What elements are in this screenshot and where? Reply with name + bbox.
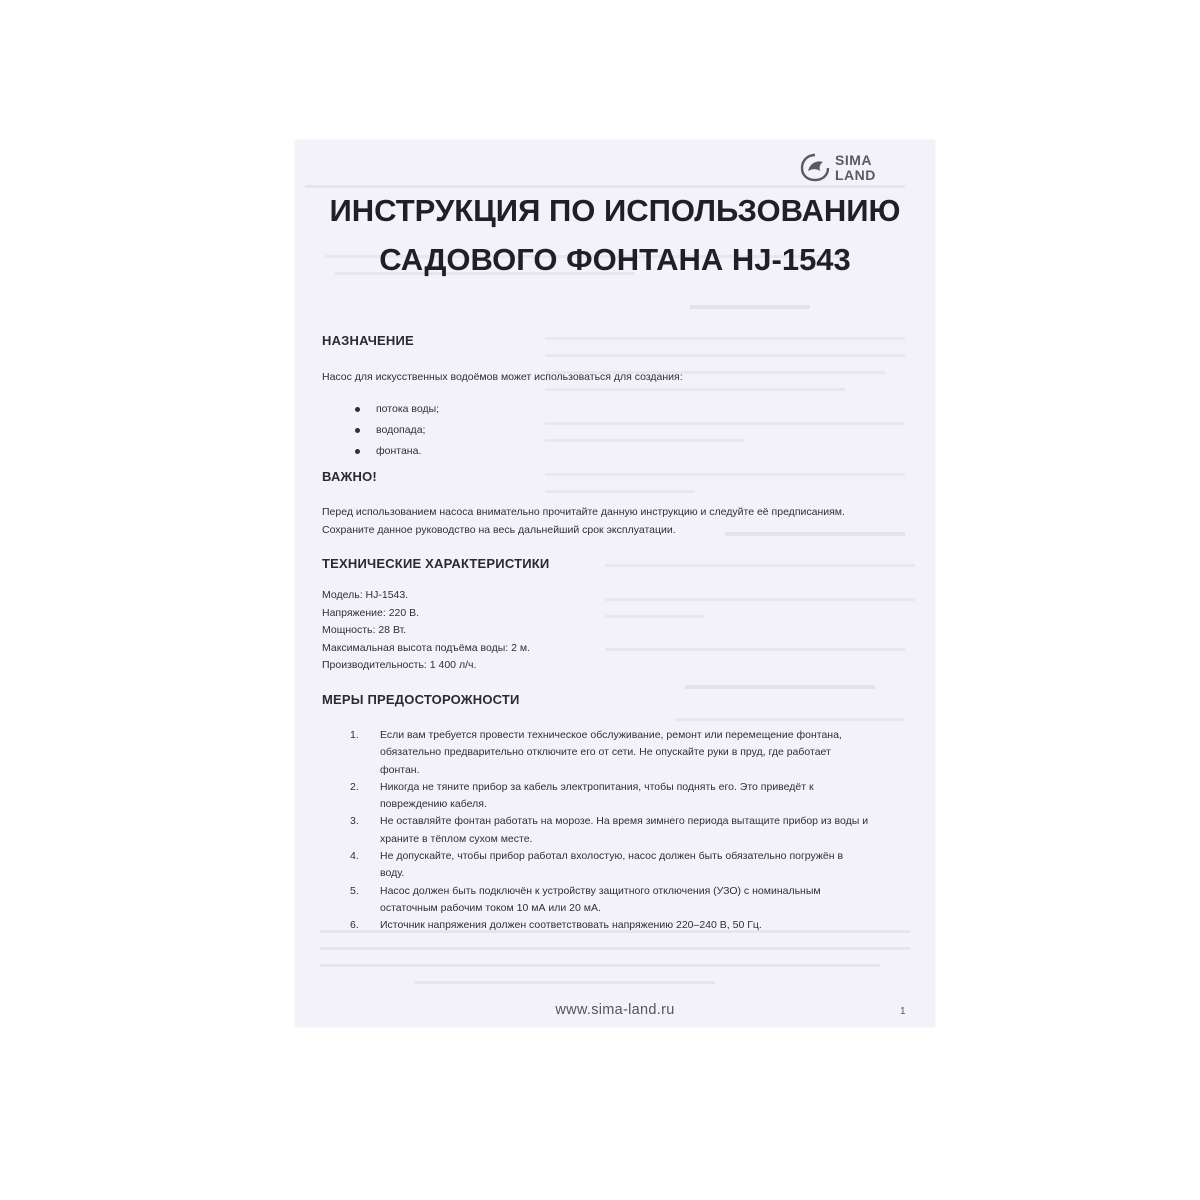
page-title: [295, 186, 935, 284]
item-text-line: воду.: [380, 867, 405, 880]
item-text-line: Если вам требуется провести техническое обслуживание, ремонт или перемещение фонтана,: [380, 729, 842, 741]
item-number: 1.: [350, 729, 359, 741]
item-text-line: Не оставляйте фонтан работать на морозе. На время зимнего периода вытащите прибор из воды и: [380, 815, 869, 828]
list-item: [350, 727, 910, 779]
list-item: [350, 813, 910, 848]
spec-item: Производительность: 1 400 л/ч.: [322, 659, 477, 672]
item-number: 4.: [350, 850, 359, 863]
sima-land-logo: [799, 150, 899, 184]
title-line-1: ИНСТРУКЦИЯ ПО ИСПОЛЬЗОВАНИЮ: [329, 193, 901, 228]
instruction-sheet: [295, 140, 935, 1027]
item-text-line: обязательно предварительно отключите его от сети. Не опускайте руки в пруд, где работает: [380, 746, 831, 759]
spec-item: Модель: HJ-1543.: [322, 589, 409, 601]
purpose-list: [353, 399, 439, 462]
item-text-line: остаточным рабочим током 10 мА или 20 мА.: [380, 901, 601, 914]
logo-wordmark: SIMA LAND: [835, 152, 876, 183]
item-number: 5.: [350, 884, 359, 897]
list-item: фонтана.: [353, 441, 439, 462]
sima-land-logo-icon: [799, 152, 831, 182]
spec-item: Мощность: 28 Вт.: [322, 624, 407, 637]
important-heading: ВАЖНО!: [322, 469, 377, 484]
title-line-2: САДОВОГО ФОНТАНА HJ-1543: [379, 242, 851, 277]
list-item: [350, 779, 910, 814]
spec-item: Напряжение: 220 В.: [322, 606, 420, 619]
item-text-line: фонтан.: [380, 763, 420, 776]
important-text-line-2: Сохраните данное руководство на весь дальнейший срок эксплуатации.: [322, 524, 676, 536]
page-number: 1: [900, 1006, 906, 1017]
item-text-line: Источник напряжения должен соответствовать напряжению 220–240 В, 50 Гц.: [380, 919, 762, 932]
item-text-line: Не допускайте, чтобы прибор работал вхолостую, насос должен быть обязательно погружён в: [380, 850, 844, 863]
precautions-heading: МЕРЫ ПРЕДОСТОРОЖНОСТИ: [322, 692, 520, 707]
specs-heading: ТЕХНИЧЕСКИЕ ХАРАКТЕРИСТИКИ: [322, 556, 550, 571]
list-item: [350, 883, 910, 918]
important-text-line-1: Перед использованием насоса внимательно прочитайте данную инструкцию и следуйте её предписаниям.: [322, 506, 845, 518]
item-text-line: Насос должен быть подключён к устройству защитного отключения (УЗО) с номинальным: [380, 884, 821, 897]
website-url: www.sima-land.ru: [555, 1002, 675, 1018]
item-number: 6.: [350, 919, 359, 932]
list-item: водопада;: [353, 420, 439, 441]
precautions-list: [350, 727, 910, 935]
item-text-line: Никогда не тяните прибор за кабель электропитания, чтобы поднять его. Это приведёт к: [380, 780, 814, 793]
spec-item: Максимальная высота подъёма воды: 2 м.: [322, 641, 531, 654]
list-item: [350, 917, 910, 934]
list-item: [350, 848, 910, 883]
item-text-line: храните в тёплом сухом месте.: [380, 832, 533, 845]
purpose-intro: Насос для искусственных водоёмов может использоваться для создания:: [322, 371, 683, 383]
item-number: 3.: [350, 815, 359, 828]
list-item: потока воды;: [353, 399, 439, 420]
item-number: 2.: [350, 780, 359, 793]
purpose-heading: НАЗНАЧЕНИЕ: [322, 333, 414, 348]
item-text-line: повреждению кабеля.: [380, 798, 487, 811]
specs-list: [322, 587, 530, 675]
